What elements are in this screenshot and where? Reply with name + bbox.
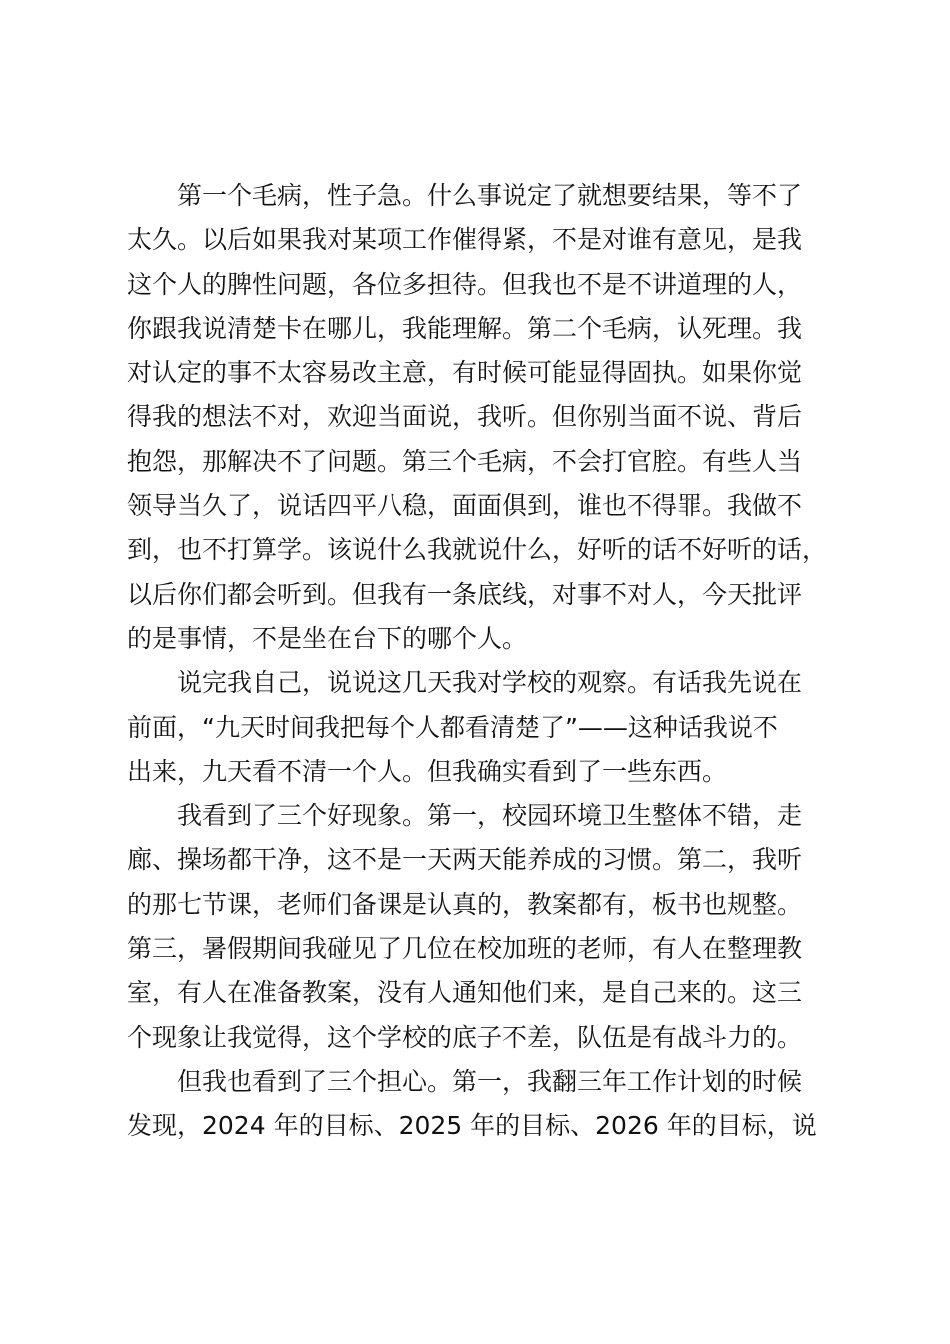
text-line: 说完我自己，说说这几天我对学校的观察。有话我先说在	[177, 668, 803, 698]
text-line: 前面，“九天时间我把每个人都看清楚了”——这种话我说不	[127, 712, 778, 742]
document-body	[127, 174, 847, 1149]
text-line: 你跟我说清楚卡在哪儿，我能理解。第二个毛病，认死理。我	[127, 313, 803, 343]
text-line: 但我也看到了三个担心。第一，我翻三年工作计划的时候	[177, 1066, 803, 1096]
text-line: 室，有人在准备教案，没有人通知他们来，是自己来的。这三	[127, 978, 803, 1008]
text-line: 第三，暑假期间我碰见了几位在校加班的老师，有人在整理教	[127, 934, 803, 964]
text-line: 以后你们都会听到。但我有一条底线，对事不对人，今天批评	[127, 579, 803, 609]
text-line: 到，也不打算学。该说什么我就说什么，好听的话不好听的话，	[127, 535, 828, 565]
text-line: 这个人的脾性问题，各位多担待。但我也不是不讲道理的人，	[127, 269, 803, 299]
text-line: 的是事情，不是坐在台下的哪个人。	[127, 623, 528, 653]
text-line: 太久。以后如果我对某项工作催得紧，不是对谁有意见，是我	[127, 225, 803, 255]
paragraph-2	[127, 661, 847, 794]
text-line: 对认定的事不太容易改主意，有时候可能显得固执。如果你觉	[127, 358, 803, 388]
paragraph-3	[127, 794, 847, 1060]
text-line: 发现，2024 年的目标、2025 年的目标、2026 年的目标，说	[127, 1111, 817, 1141]
text-line: 我看到了三个好现象。第一，校园环境卫生整体不错，走	[177, 801, 803, 831]
text-line: 廊、操场都干净，这不是一天两天能养成的习惯。第二，我听	[127, 845, 803, 875]
paragraph-1	[127, 174, 847, 661]
text-line: 个现象让我觉得，这个学校的底子不差，队伍是有战斗力的。	[127, 1022, 803, 1052]
text-line: 领导当久了，说话四平八稳，面面俱到，谁也不得罪。我做不	[127, 491, 803, 521]
text-line: 的那七节课，老师们备课是认真的，教案都有，板书也规整。	[127, 889, 803, 919]
text-line: 出来，九天看不清一个人。但我确实看到了一些东西。	[127, 756, 728, 786]
text-line: 第一个毛病，性子急。什么事说定了就想要结果，等不了	[177, 181, 803, 210]
paragraph-4	[127, 1060, 847, 1149]
text-line: 抱怨，那解决不了问题。第三个毛病，不会打官腔。有些人当	[127, 446, 803, 476]
text-line: 得我的想法不对，欢迎当面说，我听。但你别当面不说、背后	[127, 402, 803, 432]
